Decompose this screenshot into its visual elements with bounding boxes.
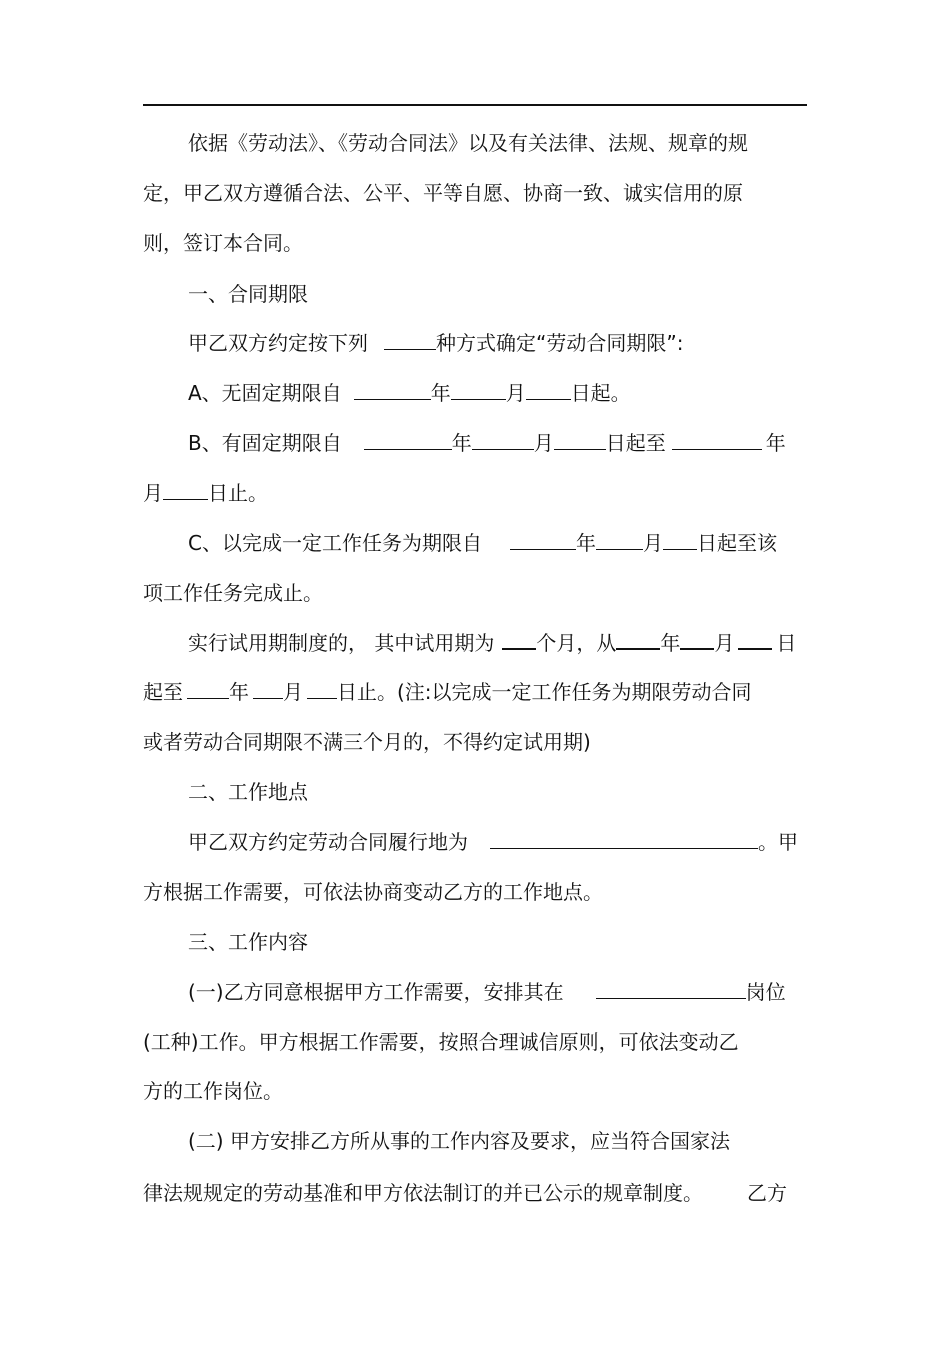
day-label: 日起。 [570,381,631,405]
location-blank[interactable] [490,830,758,849]
month-label: 月 [714,631,735,655]
intro-line-1: 依据《劳动法》、《劳动合同法》以及有关法律、法规、规章的规 [188,131,748,155]
probation-end-month-blank[interactable] [253,680,283,699]
position-blank[interactable] [596,980,746,999]
section-heading-term: 一、合同期限 [188,282,308,306]
month-label: 月 [642,531,663,555]
option-a-month-blank[interactable] [451,381,506,400]
section-heading-content: 三、工作内容 [188,930,308,954]
option-c-year-blank[interactable] [510,531,576,550]
content-2-text-2: 乙方 [747,1181,787,1205]
content-2-line: (二) 甲方安排乙方所从事的工作内容及要求，应当符合国家法 [188,1129,730,1153]
option-b-end-month-blank[interactable] [163,481,208,500]
location-line-2: 方根据工作需要，可依法协商变动乙方的工作地点。 [143,880,603,904]
term-method-line [188,331,683,355]
option-b-start-year-blank[interactable] [364,431,452,450]
month-label: 月 [533,431,554,455]
option-a-day-blank[interactable] [526,381,571,400]
location-text-2: 。甲 [758,830,798,854]
year-label: 年 [229,680,249,704]
day-label: 日 [776,631,797,655]
option-b-start-day-blank[interactable] [554,431,606,450]
content-1-line-2: (工种)工作。甲方根据工作需要，按照合理诚信原则，可依法变动乙 [143,1030,739,1054]
end-label: 日止。 [208,481,268,505]
intro-line-3: 则，签订本合同。 [143,231,303,255]
option-b-line [188,431,786,455]
probation-end-day-blank[interactable] [307,680,337,699]
content-2-text: 律法规规定的劳动基准和甲方依法制订的并已公示的规章制度。 [143,1181,703,1205]
location-text: 甲乙双方约定劳动合同履行地为 [188,830,468,854]
probation-note: 日止。(注:以完成一定工作任务为期限劳动合同 [337,680,752,704]
until-label: 日起至该 [696,531,777,555]
probation-line-2 [143,680,752,704]
year-label: 年 [575,531,596,555]
probation-line [188,630,796,655]
term-method-text-2: 种方式确定“劳动合同期限”: [436,331,684,355]
month-label: 月 [143,481,163,505]
option-a-text: A、无固定期限自 [188,381,342,405]
content-2-line-2 [143,1181,787,1205]
year-label: 年 [765,431,786,455]
option-c-line-2: 项工作任务完成止。 [143,581,323,605]
year-label: 年 [430,381,451,405]
probation-text: 实行试用期制度的， 其中试用期为 [188,631,495,655]
months-from-label: 个月，从 [536,631,617,655]
year-label: 年 [451,431,472,455]
month-label: 月 [505,381,526,405]
option-c-line [188,531,777,555]
position-label: 岗位 [745,980,786,1004]
content-1-text: (一)乙方同意根据甲方工作需要，安排其在 [188,980,564,1004]
content-1-line [188,980,786,1004]
term-method-text: 甲乙双方约定按下列 [188,331,368,355]
option-b-line-2 [143,481,268,505]
option-b-start-month-blank[interactable] [472,431,534,450]
probation-months-blank[interactable] [502,630,536,650]
option-c-month-blank[interactable] [596,531,643,550]
option-a-year-blank[interactable] [354,381,431,400]
month-label: 月 [283,680,303,704]
option-b-text: B、有固定期限自 [188,431,342,455]
section-heading-location: 二、工作地点 [188,780,308,804]
option-c-day-blank[interactable] [663,531,697,550]
term-method-blank[interactable] [384,331,436,350]
location-line [188,830,798,854]
probation-start-month-blank[interactable] [680,630,714,650]
content-1-line-3: 方的工作岗位。 [143,1079,283,1103]
option-a-line [188,381,631,405]
until-label: 起至 [143,680,183,704]
header-rule [143,104,807,106]
option-b-end-year-blank[interactable] [672,431,762,450]
probation-start-day-blank[interactable] [738,630,772,650]
year-label: 年 [660,631,681,655]
until-label: 日起至 [605,431,666,455]
intro-line-2: 定，甲乙双方遵循合法、公平、平等自愿、协商一致、诚实信用的原 [143,181,743,205]
probation-line-3: 或者劳动合同期限不满三个月的，不得约定试用期) [143,730,591,754]
option-c-text: C、以完成一定工作任务为期限自 [188,531,482,555]
probation-start-year-blank[interactable] [616,630,660,650]
probation-end-year-blank[interactable] [187,680,229,699]
